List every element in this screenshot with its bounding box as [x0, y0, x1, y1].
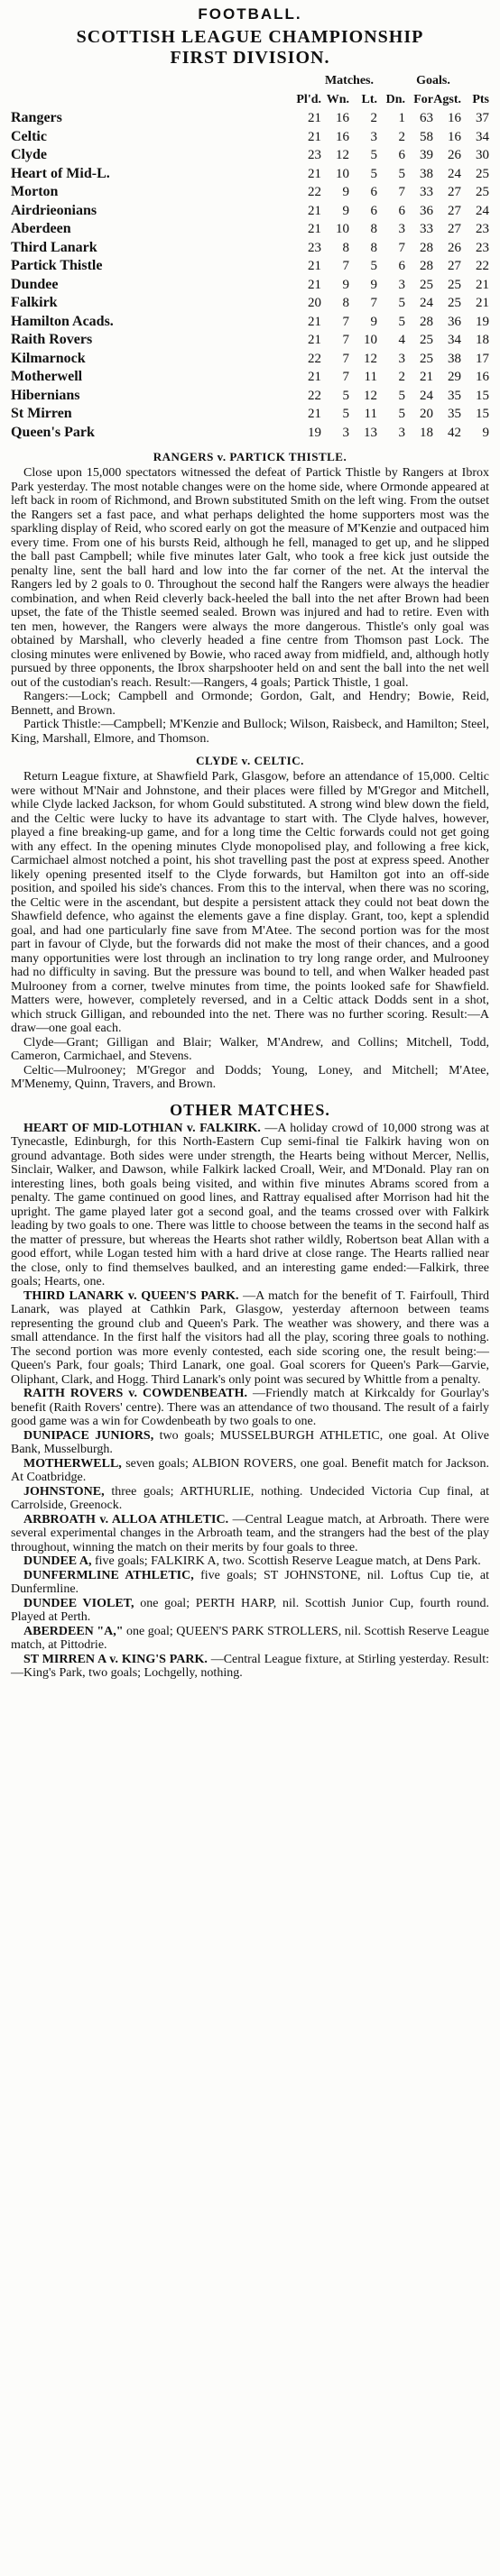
- table-cell: 5: [370, 166, 377, 181]
- table-cell: 22: [476, 259, 489, 273]
- match-note-text: two goals; MUSSELBURGH ATHLETIC, one goal. At Olive Bank, Musselburgh.: [11, 1428, 490, 1456]
- table-row: [11, 239, 489, 258]
- team-column-header: [11, 91, 293, 110]
- team-name: Aberdeen: [11, 221, 71, 236]
- table-cell: 29: [448, 370, 461, 384]
- match-report: [11, 450, 489, 746]
- match-note-lead: ARBROATH v. ALLOA ATHLETIC.: [23, 1512, 229, 1526]
- match-note-lead: JOHNSTONE,: [23, 1484, 105, 1499]
- column-header: Agst.: [433, 92, 461, 106]
- report-paragraph: Close upon 15,000 spectators witnessed the defeat of Partick Thistle by Rangers at Ibrox Park yesterday. The most notable changes were on the home side, where Ormonde appeared at left back in room of Richmond, and Brown substituted Smith on the left wing. From the outset the Rangers set a fast pace, and what perhaps delighted the home supporters most was the sparkling display of Reid, who scored early on got the measure of M'Kenzie and outpaced him every time. From one of his bursts Reid, although he fell, managed to get up, and he slipped the ball past Campbell; while five minutes later Galt, who took a free kick just outside the penalty line, sent the ball hard and low into the far corner of the net. At the interval the Rangers led by 2 goals to 0. Throughout the second half the Rangers were always the headier combination, and when Reid cleverly back-heeled the ball into the net after Brown had been upset, the fate of the Thistle seemed sealed. Brown was injured and had to retire. Even with ten men, however, the Rangers were always the more dangerous. Thistle's only goal was obtained by Marshall, who cleverly headed a fine centre from Thomson past Lock. The closing minutes were enlivened by Bowie, who raced away from midfield, and, although hotly pursued by three opponents, the Ibrox sharpshooter held on and sent the ball into the net well out of the custodian's reach. Result:—Rangers, 4 goals; Partick Thistle, 1 goal.: [11, 466, 489, 690]
- table-row: [11, 220, 489, 239]
- table-cell: 24: [476, 203, 489, 218]
- table-cell: 18: [420, 425, 433, 440]
- table-cell: 58: [420, 129, 433, 144]
- match-note-lead: ST MIRREN A v. KING'S PARK.: [23, 1652, 208, 1666]
- table-cell: 28: [420, 240, 433, 255]
- table-cell: 25: [476, 185, 489, 199]
- goals-group-header: Goals.: [416, 74, 450, 87]
- team-lineup: Celtic—Mulrooney; M'Gregor and Dodds; Young, Loney, and Mitchell; M'Atee, M'Menemy, Quinn, Travers, and Brown.: [11, 1063, 489, 1091]
- table-cell: 5: [398, 407, 405, 421]
- table-cell: 38: [420, 166, 433, 181]
- table-cell: 35: [448, 407, 461, 421]
- match-note: [11, 1597, 489, 1625]
- table-cell: 34: [476, 129, 489, 144]
- match-note: [11, 1429, 489, 1457]
- table-cell: 8: [370, 222, 377, 236]
- table-cell: 7: [342, 259, 349, 273]
- team-name: Hamilton Acads.: [11, 313, 114, 329]
- table-row: [11, 387, 489, 406]
- other-matches-list: [11, 1122, 489, 1681]
- match-reports: [11, 450, 489, 1092]
- table-cell: 17: [476, 351, 489, 366]
- table-cell: 23: [476, 240, 489, 255]
- match-note-lead: DUNDEE A,: [23, 1554, 92, 1568]
- table-cell: 3: [398, 222, 405, 236]
- team-name: Third Lanark: [11, 239, 97, 255]
- points-column-spacer: [461, 72, 489, 91]
- table-cell: 19: [476, 314, 489, 329]
- team-name: Raith Rovers: [11, 332, 93, 347]
- table-cell: 8: [342, 296, 349, 310]
- table-cell: 18: [476, 333, 489, 347]
- table-cell: 21: [308, 203, 321, 218]
- table-cell: 3: [398, 277, 405, 292]
- match-note-text: three goals; ARTHURLIE, nothing. Undecided Victoria Cup final, at Carrolside, Greenock.: [11, 1484, 489, 1512]
- team-name: Dundee: [11, 276, 59, 292]
- table-cell: 12: [364, 351, 377, 366]
- team-name: Partick Thistle: [11, 258, 103, 273]
- table-cell: 16: [476, 370, 489, 384]
- table-cell: 10: [336, 222, 349, 236]
- column-header: Dn.: [385, 92, 405, 106]
- table-cell: 13: [364, 425, 377, 440]
- match-note-lead: THIRD LANARK v. QUEEN'S PARK.: [23, 1288, 239, 1303]
- table-cell: 21: [308, 129, 321, 144]
- match-note: [11, 1387, 489, 1429]
- table-cell: 21: [308, 407, 321, 421]
- table-cell: 11: [364, 407, 377, 421]
- table-cell: 4: [398, 333, 405, 347]
- match-note-lead: MOTHERWELL,: [23, 1456, 122, 1471]
- table-cell: 19: [308, 425, 321, 440]
- match-note: [11, 1554, 489, 1569]
- table-cell: 21: [420, 370, 433, 384]
- table-cell: 24: [448, 166, 461, 181]
- match-note: [11, 1513, 489, 1555]
- match-note: [11, 1122, 489, 1289]
- table-cell: 25: [476, 166, 489, 181]
- table-row: [11, 257, 489, 276]
- team-name: Rangers: [11, 110, 62, 125]
- table-cell: 6: [398, 259, 405, 273]
- table-cell: 15: [476, 388, 489, 403]
- table-cell: 2: [398, 129, 405, 144]
- table-cell: 7: [342, 333, 349, 347]
- table-cell: 16: [336, 129, 349, 144]
- match-note: [11, 1625, 489, 1653]
- table-cell: 25: [420, 277, 433, 292]
- table-row: [11, 424, 489, 443]
- table-cell: 25: [448, 277, 461, 292]
- table-cell: 27: [448, 259, 461, 273]
- table-cell: 20: [308, 296, 321, 310]
- table-cell: 21: [308, 259, 321, 273]
- team-name: Hibernians: [11, 387, 80, 403]
- table-cell: 21: [308, 314, 321, 329]
- table-cell: 28: [420, 314, 433, 329]
- table-cell: 11: [364, 370, 377, 384]
- team-column-spacer: [11, 72, 293, 91]
- table-cell: 25: [420, 351, 433, 366]
- table-cell: 24: [420, 388, 433, 403]
- table-cell: 10: [336, 166, 349, 181]
- match-note-lead: ABERDEEN "A,": [23, 1624, 124, 1638]
- team-lineup: Partick Thistle:—Campbell; M'Kenzie and Bullock; Wilson, Raisbeck, and Hamilton; Steel, King, Marshall, Elmore, and Thomson.: [11, 718, 489, 746]
- team-name: Heart of Mid-L.: [11, 165, 110, 181]
- table-row: [11, 183, 489, 202]
- team-name: Airdrieonians: [11, 202, 97, 218]
- table-cell: 35: [448, 388, 461, 403]
- table-cell: 36: [448, 314, 461, 329]
- section-heading: FOOTBALL.: [198, 5, 302, 23]
- team-name: Clyde: [11, 147, 47, 162]
- column-header: Lt.: [361, 92, 377, 106]
- table-row: [11, 405, 489, 424]
- table-cell: 12: [364, 388, 377, 403]
- league-table-group-row: [11, 72, 489, 91]
- table-cell: 21: [308, 111, 321, 125]
- table-cell: 16: [448, 111, 461, 125]
- table-cell: 9: [370, 277, 377, 292]
- table-cell: 21: [308, 277, 321, 292]
- table-cell: 21: [308, 166, 321, 181]
- league-division: FIRST DIVISION.: [170, 48, 330, 68]
- table-cell: 37: [476, 111, 489, 125]
- table-row: [11, 294, 489, 313]
- match-note-text: —A holiday crowd of 10,000 strong was at Tynecastle, Edinburgh, for this North-Eastern Cup semi-final tie Falkirk having won on ground advantage. Both sides were under strength, the Hearts being without Mercer, Nellis, Sinclair, Walker, and Dawson, while Falkirk lacked Croall, Weir, and M'Donald. Play ran on interesting lines, both goals being visited, and within five minutes Abrams scored from a penalty. The game continued on good lines, and Rattray equalised after Morrison had hit the upright. The game played later got a second goal, and the teams crossed over with Falkirk leading by two goals to one. There was little to choose between the teams in the second half as the matter of pressure, but whereas the Hearts shot rather wildly, Robertson beat Allan with a good effort, while Logan tested him with a hard drive at close range. The Hearts rallied near the close, only to find themselves baulked, and an interesting game ended:—Falkirk, three goals; Hearts, one.: [11, 1121, 489, 1288]
- table-row: [11, 276, 489, 295]
- table-cell: 34: [448, 333, 461, 347]
- column-header: Wn.: [326, 92, 349, 106]
- table-cell: 7: [342, 314, 349, 329]
- table-cell: 6: [370, 185, 377, 199]
- league-table-column-row: [11, 91, 489, 110]
- table-row: [11, 202, 489, 221]
- table-cell: 23: [308, 148, 321, 162]
- match-note: [11, 1289, 489, 1388]
- table-cell: 5: [342, 388, 349, 403]
- table-cell: 23: [476, 222, 489, 236]
- match-note-text: seven goals; ALBION ROVERS, one goal. Benefit match for Jackson. At Coatbridge.: [11, 1456, 490, 1484]
- match-note-text: five goals; FALKIRK A, two. Scottish Reserve League match, at Dens Park.: [94, 1554, 481, 1568]
- table-cell: 5: [370, 148, 377, 162]
- team-lineup: Clyde—Grant; Gilligan and Blair; Walker, M'Andrew, and Collins; Mitchell, Todd, Cameron, Carmichael, and Stevens.: [11, 1035, 489, 1063]
- match-note-lead: DUNDEE VIOLET,: [23, 1596, 134, 1610]
- league-table-body: [11, 109, 489, 442]
- table-cell: 24: [420, 296, 433, 310]
- table-cell: 7: [342, 370, 349, 384]
- table-cell: 5: [398, 314, 405, 329]
- table-cell: 30: [476, 148, 489, 162]
- table-cell: 33: [420, 222, 433, 236]
- table-cell: 27: [448, 203, 461, 218]
- table-row: [11, 128, 489, 147]
- table-cell: 23: [308, 240, 321, 255]
- table-cell: 16: [336, 111, 349, 125]
- table-cell: 21: [308, 370, 321, 384]
- table-cell: 39: [420, 148, 433, 162]
- column-header: Pl'd.: [296, 92, 321, 106]
- table-cell: 7: [370, 296, 377, 310]
- table-cell: 28: [420, 259, 433, 273]
- table-cell: 20: [420, 407, 433, 421]
- team-name: Queen's Park: [11, 424, 95, 440]
- match-note-text: one goal; PERTH HARP, nil. Scottish Junior Cup, fourth round. Played at Perth.: [11, 1596, 490, 1624]
- team-name: Celtic: [11, 128, 47, 144]
- table-cell: 21: [308, 222, 321, 236]
- table-cell: 9: [342, 277, 349, 292]
- table-cell: 25: [420, 333, 433, 347]
- table-cell: 22: [308, 185, 321, 199]
- table-row: [11, 331, 489, 350]
- table-cell: 26: [448, 240, 461, 255]
- table-cell: 42: [448, 425, 461, 440]
- table-cell: 3: [370, 129, 377, 144]
- table-row: [11, 165, 489, 184]
- match-note-text: —Friendly match at Kirkcaldy for Gourlay's benefit (Raith Rovers' centre). There was an attendance of two thousand. The result of a fairly good game was a win for Cowdenbeath by two goals to one.: [11, 1387, 489, 1428]
- column-header: For: [413, 92, 433, 106]
- table-cell: 27: [448, 185, 461, 199]
- other-matches-heading: OTHER MATCHES.: [170, 1100, 330, 1119]
- table-cell: 9: [342, 203, 349, 218]
- table-cell: 63: [420, 111, 433, 125]
- table-cell: 22: [308, 388, 321, 403]
- match-note-text: five goals; ST JOHNSTONE, nil. Loftus Cup tie, at Dunfermline.: [11, 1568, 489, 1596]
- table-row: [11, 313, 489, 332]
- league-table: [11, 72, 489, 442]
- table-cell: 6: [398, 203, 405, 218]
- match-report-heading: CLYDE v. CELTIC.: [196, 754, 304, 767]
- table-cell: 5: [398, 166, 405, 181]
- table-cell: 38: [448, 351, 461, 366]
- table-cell: 2: [398, 370, 405, 384]
- match-note-text: —Central League fixture, at Stirling yesterday. Result:—King's Park, two goals; Lochgelly, nothing.: [11, 1652, 489, 1680]
- table-cell: 21: [308, 333, 321, 347]
- report-paragraph: Return League fixture, at Shawfield Park, Glasgow, before an attendance of 15,000. Celtic were without M'Nair and Johnstone, and their places were filled by M'Gregor and Mitchell, while Clyde lacked Jackson, for whom Gould substituted. A strong wind blew down the field, and the Celtic were lucky to have its advantage to start with. The Clyde halves, however, played a fine breaking-up game, and for a long time the Celtic forwards could not get going with any effect. In the opening minutes Clyde monopolised play, and following a free kick, Carmichael almost notched a point, his shot travelling past the post at express speed. Another likely opening presented itself to the Clyde forwards, but Hamilton got into an off-side position, and spoiled his side's chances. From this to the interval, when there was no scoring, the Celtic were in the ascendant, but despite a persistent attack they could not beat down the Shawfield defence, who against the elements gave a fine display. Grant, too, kept a splendid goal, and had one particularly fine save from M'Atee. The second portion was for the most part in favour of Clyde, but the forwards did not make the most of their chances, and a good many opportunities were lost through an inclination to try long range order, and Mulrooney had no difficulty in saving. But the pressure was bound to tell, and when Walker headed past Mulrooney from a corner, twelve minutes from time, the points looked safe for Shawfield. Matters were, however, completely reversed, and in a Celtic attack Dodds sent in a shot, which struck Gilligan, and rebounded into the net. There was no further scoring. Result:—A draw—one goal each.: [11, 770, 489, 1035]
- match-note-lead: RAITH ROVERS v. COWDENBEATH.: [23, 1387, 248, 1400]
- table-cell: 6: [398, 148, 405, 162]
- table-cell: 36: [420, 203, 433, 218]
- table-cell: 33: [420, 185, 433, 199]
- table-cell: 27: [448, 222, 461, 236]
- table-row: [11, 146, 489, 165]
- match-report-heading: RANGERS v. PARTICK THISTLE.: [153, 450, 347, 463]
- table-cell: 5: [398, 388, 405, 403]
- team-name: St Mirren: [11, 406, 72, 421]
- table-cell: 25: [448, 296, 461, 310]
- table-cell: 6: [370, 203, 377, 218]
- table-cell: 8: [342, 240, 349, 255]
- table-cell: 15: [476, 407, 489, 421]
- team-lineup: Rangers:—Lock; Campbell and Ormonde; Gordon, Galt, and Hendry; Bowie, Reid, Bennett, and Brown.: [11, 690, 489, 718]
- match-note: [11, 1485, 489, 1513]
- table-cell: 2: [370, 111, 377, 125]
- column-header: Pts: [472, 92, 489, 106]
- match-note-lead: HEART OF MID-LOTHIAN v. FALKIRK.: [23, 1121, 261, 1135]
- table-row: [11, 350, 489, 369]
- table-cell: 7: [398, 240, 405, 255]
- table-cell: 8: [370, 240, 377, 255]
- table-row: [11, 109, 489, 128]
- match-note-text: —A match for the benefit of T. Fairfoull, Third Lanark, was played at Cathkin Park, Glasgow, yesterday afternoon between teams representing the ground club and Queen's Park. The weather was showery, and there was a small attendance. In the first half the visitors had all the play, scoring three goals to nothing. The second portion was more evenly contested, each side scoring one, the result being:—Queen's Park, four goals; Third Lanark, one goal. Goal scorers for Queen's Park—Garvie, Oliphant, Clark, and Hogg. Third Lanark's only point was secured by Whittle from a penalty.: [11, 1288, 489, 1387]
- match-report: [11, 754, 489, 1092]
- team-name: Morton: [11, 184, 59, 199]
- match-note: [11, 1653, 489, 1681]
- match-note-lead: DUNIPACE JUNIORS,: [23, 1428, 154, 1443]
- table-cell: 3: [342, 425, 349, 440]
- table-cell: 7: [342, 351, 349, 366]
- table-cell: 9: [342, 185, 349, 199]
- table-row: [11, 368, 489, 387]
- match-note-text: —Central League match, at Arbroath. There were several experimental changes in the Arbroath team, and the strangers had the best of the play throughout, winning the match on their merits by four goals to three.: [11, 1512, 489, 1554]
- table-cell: 26: [448, 148, 461, 162]
- table-cell: 5: [398, 296, 405, 310]
- table-cell: 22: [308, 351, 321, 366]
- table-cell: 5: [370, 259, 377, 273]
- table-cell: 21: [476, 277, 489, 292]
- table-cell: 21: [476, 296, 489, 310]
- table-cell: 16: [448, 129, 461, 144]
- league-title: SCOTTISH LEAGUE CHAMPIONSHIP: [76, 27, 424, 47]
- match-note: [11, 1457, 489, 1485]
- match-note-text: one goal; QUEEN'S PARK STROLLERS, nil. Scottish Reserve League match, at Pittodrie.: [11, 1624, 489, 1652]
- team-name: Falkirk: [11, 295, 58, 310]
- table-cell: 9: [482, 425, 489, 440]
- matches-group-header: Matches.: [324, 74, 375, 87]
- match-note-lead: DUNFERMLINE ATHLETIC,: [23, 1568, 194, 1582]
- table-cell: 7: [398, 185, 405, 199]
- table-cell: 3: [398, 425, 405, 440]
- table-cell: 9: [370, 314, 377, 329]
- table-cell: 5: [342, 407, 349, 421]
- table-cell: 1: [398, 111, 405, 125]
- match-note: [11, 1569, 489, 1597]
- team-name: Motherwell: [11, 369, 83, 384]
- team-name: Kilmarnock: [11, 350, 86, 366]
- table-cell: 10: [364, 333, 377, 347]
- table-cell: 3: [398, 351, 405, 366]
- table-cell: 12: [336, 148, 349, 162]
